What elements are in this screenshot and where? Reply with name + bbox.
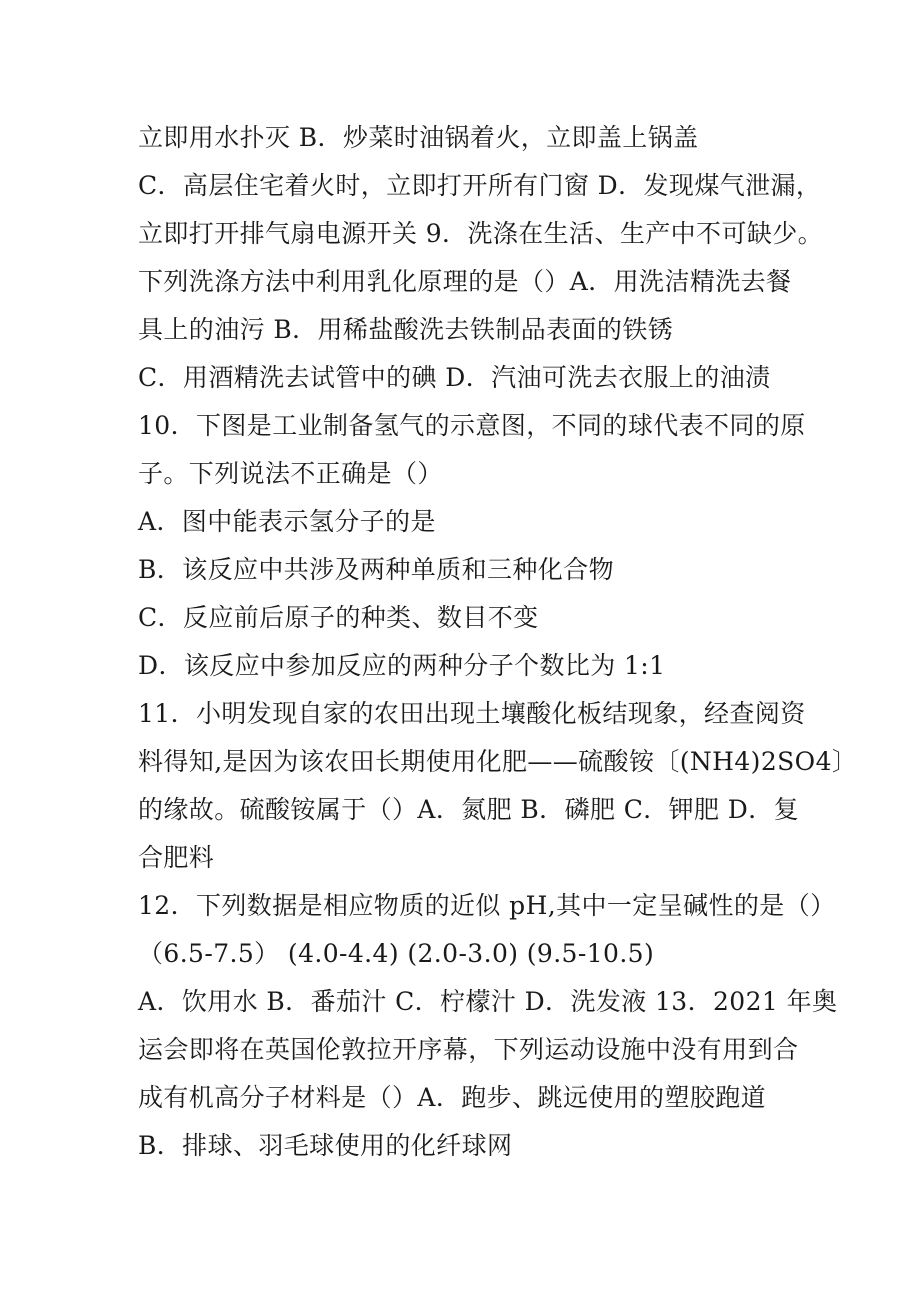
text-line-11: C．反应前后原子的种类、数目不变: [138, 603, 539, 632]
text-line-20: 运会即将在英国伦敦拉开序幕，下列运动设施中没有用到合: [138, 1035, 799, 1064]
text-line-9: A．图中能表示氢分子的是: [138, 507, 436, 536]
text-line-14: 料得知,是因为该农田长期使用化肥——硫酸铵〔(NH4)2SO4〕: [138, 747, 858, 776]
text-line-8: 子。下列说法不正确是（）: [138, 459, 443, 488]
text-line-3: 立即打开排气扇电源开关 9．洗涤在生活、生产中不可缺少。: [138, 219, 824, 248]
text-line-5: 具上的油污 B．用稀盐酸洗去铁制品表面的铁锈: [138, 315, 674, 344]
text-line-13: 11．小明发现自家的农田出现土壤酸化板结现象，经查阅资: [138, 699, 806, 728]
text-line-19: A．饮用水 B．番茄汁 C．柠檬汁 D．洗发液 13．2021 年奥: [138, 987, 838, 1016]
text-line-16: 合肥料: [138, 843, 215, 872]
text-line-21: 成有机高分子材料是（）A．跑步、跳远使用的塑胶跑道: [138, 1083, 767, 1112]
text-line-22: B．排球、羽毛球使用的化纤球网: [138, 1131, 513, 1160]
text-line-10: B．该反应中共涉及两种单质和三种化合物: [138, 555, 614, 584]
text-line-1: 立即用水扑灭 B．炒菜时油锅着火，立即盖上锅盖: [138, 123, 699, 152]
text-line-4: 下列洗涤方法中利用乳化原理的是（）A．用洗洁精洗去餐: [138, 267, 792, 296]
text-line-18: （6.5-7.5） (4.0-4.4) (2.0-3.0) (9.5-10.5): [138, 939, 655, 968]
text-line-2: C．高层住宅着火时，立即打开所有门窗 D．发现煤气泄漏，: [138, 171, 822, 200]
text-line-17: 12．下列数据是相应物质的近似 pH,其中一定呈碱性的是（）: [138, 891, 836, 920]
text-line-7: 10．下图是工业制备氢气的示意图，不同的球代表不同的原: [138, 411, 806, 440]
text-line-6: C．用酒精洗去试管中的碘 D．汽油可洗去衣服上的油渍: [138, 363, 771, 392]
text-line-15: 的缘故。硫酸铵属于（）A．氮肥 B．磷肥 C．钾肥 D．复: [138, 795, 800, 824]
text-line-12: D．该反应中参加反应的两种分子个数比为 1:1: [138, 651, 666, 680]
